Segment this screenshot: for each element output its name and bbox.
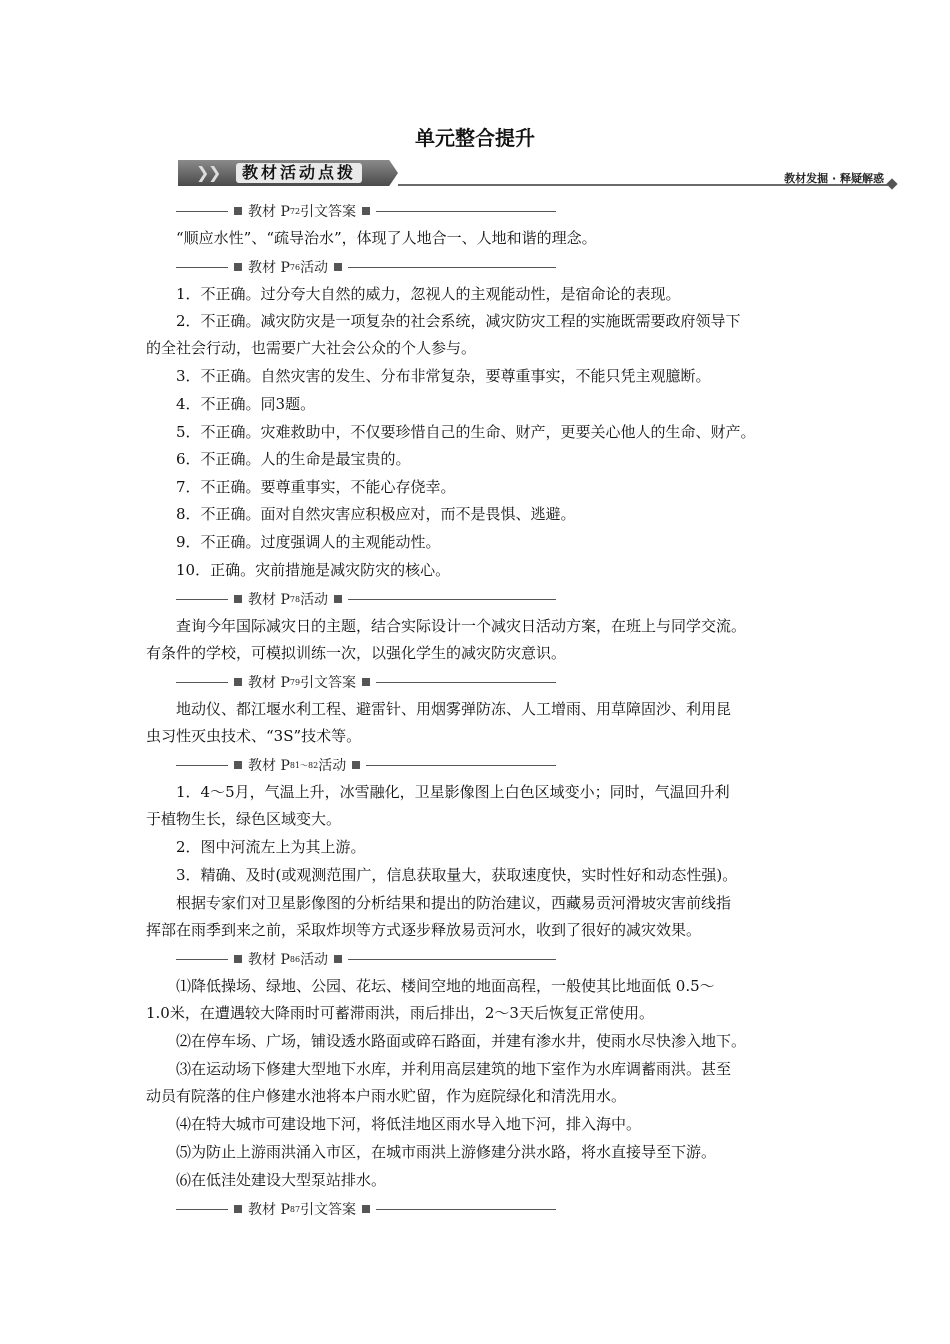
paragraph-line: 7．不正确。要尊重事实，不能心存侥幸。	[176, 478, 456, 496]
chevron-right-icon: ❯	[196, 163, 210, 182]
paragraph-line: 地动仪、都江堰水利工程、避雷针、用烟雾弹防冻、人工增雨、用草障固沙、利用昆	[176, 700, 732, 718]
paragraph-line: 挥部在雨季到来之前，采取炸坝等方式逐步释放易贡河水，收到了很好的减灾效果。	[146, 921, 702, 939]
paragraph-line: 9．不正确。过度强调人的主观能动性。	[176, 533, 441, 551]
banner-label: 教材活动点拨	[236, 163, 362, 183]
square-icon	[234, 595, 242, 603]
square-icon	[234, 678, 242, 686]
square-icon	[362, 1205, 370, 1213]
paragraph-line: ⑵在停车场、广场，铺设透水路面或碎石路面，并建有渗水井，使雨水尽快渗入地下。	[176, 1032, 747, 1050]
paragraph-line: 3．精确、及时(或观测范围广，信息获取量大，获取速度快，实时性好和动态性强)。	[176, 866, 738, 884]
square-icon	[334, 955, 342, 963]
paragraph-line: 5．不正确。灾难救助中，不仅要珍惜自己的生命、财产，更要关心他人的生命、财产。	[176, 423, 756, 441]
square-icon	[352, 761, 360, 769]
paragraph-line: ⑴降低操场、绿地、公园、花坛、楼间空地的地面高程，一般使其比地面低 0.5～	[176, 977, 715, 995]
paragraph-line: 6．不正确。人的生命是最宝贵的。	[176, 450, 411, 468]
section-heading: 教材 P 72 引文答案	[176, 201, 556, 221]
paragraph-line: ⑶在运动场下修建大型地下水库，并利用高层建筑的地下室作为水库调蓄雨洪。甚至	[176, 1060, 732, 1078]
square-icon	[362, 678, 370, 686]
section-heading: 教材 P 76 活动	[176, 257, 556, 277]
chevron-right-icon: ❯	[208, 163, 222, 182]
paragraph-line: 虫习性灭虫技术、“3S”技术等。	[146, 727, 362, 745]
paragraph-line: 10．正确。灾前措施是减灾防灾的核心。	[176, 561, 451, 579]
paragraph-line: ⑸为防止上游雨洪涌入市区，在城市雨洪上游修建分洪水路，将水直接导至下游。	[176, 1143, 717, 1161]
paragraph-line: 1．不正确。过分夸大自然的威力，忽视人的主观能动性，是宿命论的表现。	[176, 285, 681, 303]
square-icon	[234, 955, 242, 963]
paragraph-line: 的全社会行动，也需要广大社会公众的个人参与。	[146, 339, 477, 357]
paragraph-line: 2．不正确。减灾防灾是一项复杂的社会系统，减灾防灾工程的实施既需要政府领导下	[176, 312, 741, 330]
diamond-icon	[886, 178, 897, 189]
banner-right-text: 教材发掘 · 释疑解惑	[784, 172, 884, 185]
paragraph-line: 1．4～5月，气温上升，冰雪融化，卫星影像图上白色区域变小；同时，气温回升利	[176, 783, 730, 801]
square-icon	[234, 207, 242, 215]
square-icon	[234, 263, 242, 271]
square-icon	[334, 595, 342, 603]
paragraph-line: 根据专家们对卫星影像图的分析结果和提出的防治建议，西藏易贡河滑坡灾害前线指	[176, 894, 732, 912]
paragraph-line: 1.0米，在遭遇较大降雨时可蓄滞雨洪，雨后排出，2～3天后恢复正常使用。	[146, 1004, 654, 1022]
section-banner	[178, 160, 898, 190]
paragraph-line: 3．不正确。自然灾害的发生、分布非常复杂，要尊重事实，不能只凭主观臆断。	[176, 367, 711, 385]
paragraph-line: “顺应水性”、“疏导治水”，体现了人地合一、人地和谐的理念。	[176, 229, 597, 247]
paragraph-line: 4．不正确。同3题。	[176, 395, 316, 413]
paragraph-line: 8．不正确。面对自然灾害应积极应对，而不是畏惧、逃避。	[176, 505, 576, 523]
square-icon	[334, 263, 342, 271]
square-icon	[234, 1205, 242, 1213]
paragraph-line: 2．图中河流左上为其上游。	[176, 838, 366, 856]
square-icon	[234, 761, 242, 769]
paragraph-line: ⑷在特大城市可建设地下河，将低洼地区雨水导入地下河，排入海中。	[176, 1115, 642, 1133]
paragraph-line: 有条件的学校，可模拟训练一次，以强化学生的减灾防灾意识。	[146, 644, 567, 662]
paragraph-line: 于植物生长，绿色区域变大。	[146, 810, 342, 828]
page-title: 单元整合提升	[415, 126, 535, 150]
paragraph-line: 查询今年国际减灾日的主题，结合实际设计一个减灾日活动方案，在班上与同学交流。	[176, 617, 747, 635]
section-heading: 教材 P 86 活动	[176, 949, 556, 969]
paragraph-line: ⑹在低洼处建设大型泵站排水。	[176, 1171, 387, 1189]
section-heading: 教材 P 81～82 活动	[176, 755, 556, 775]
paragraph-line: 动员有院落的住户修建水池将本户雨水贮留，作为庭院绿化和清洗用水。	[146, 1087, 627, 1105]
section-heading: 教材 P 78 活动	[176, 589, 556, 609]
section-heading: 教材 P 79 引文答案	[176, 672, 556, 692]
section-heading: 教材 P 87 引文答案	[176, 1199, 556, 1219]
square-icon	[362, 207, 370, 215]
